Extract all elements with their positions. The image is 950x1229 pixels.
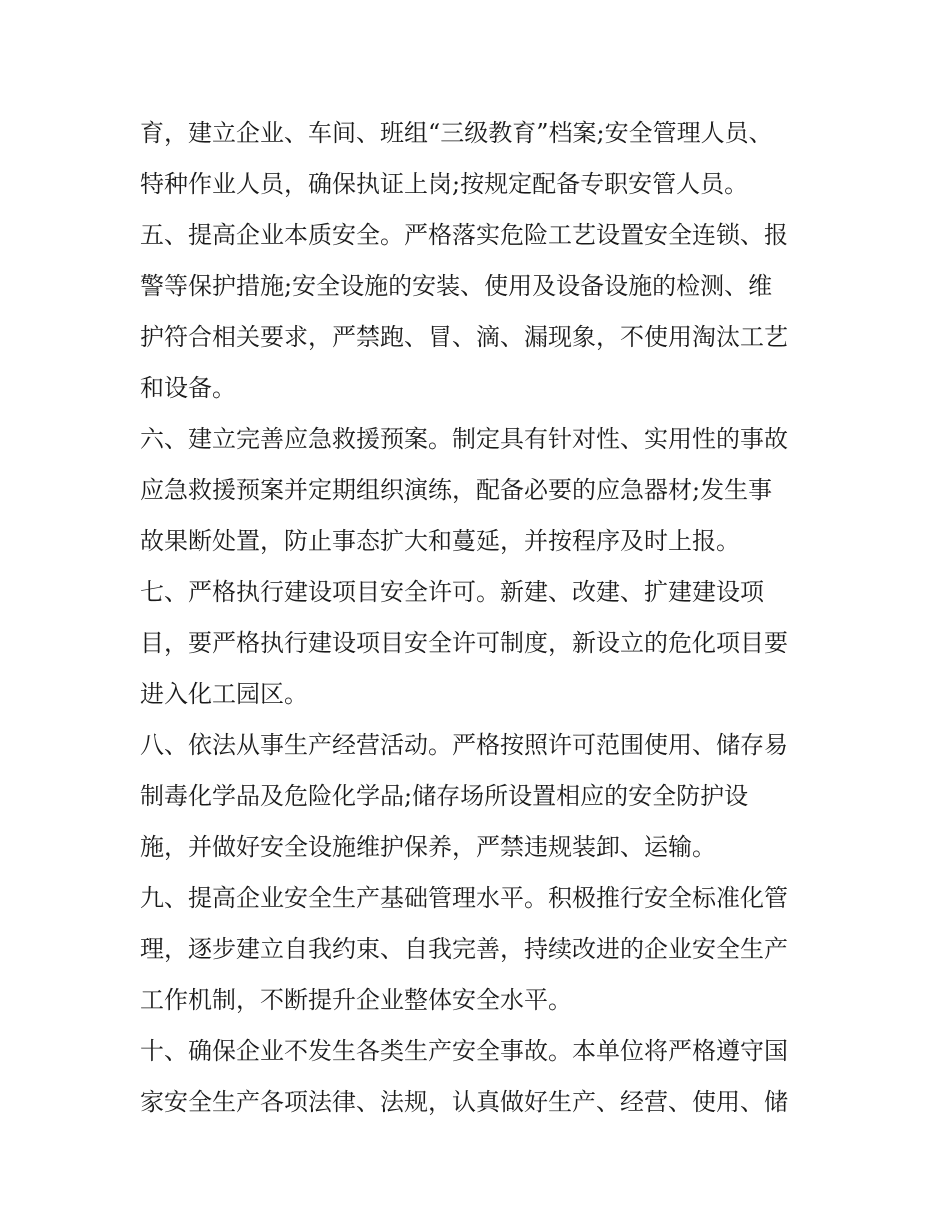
text-line: 育，建立企业、车间、班组“三级教育”档案;安全管理人员、	[140, 119, 773, 147]
text-line: 故果断处置，防止事态扩大和蔓延，并按程序及时上报。	[140, 527, 740, 555]
text-line: 护符合相关要求，严禁跑、冒、滴、漏现象，不使用淘汰工艺	[140, 323, 788, 351]
text-line: 进入化工园区。	[140, 680, 308, 708]
text-line: 工作机制，不断提升企业整体安全水平。	[140, 986, 572, 1014]
text-line: 十、确保企业不发生各类生产安全事故。本单位将严格遵守国	[140, 1037, 788, 1065]
text-line: 六、建立完善应急救援预案。制定具有针对性、实用性的事故	[140, 425, 788, 453]
text-line: 施，并做好安全设施维护保养，严禁违规装卸、运输。	[140, 833, 716, 861]
text-line: 七、严格执行建设项目安全许可。新建、改建、扩建建设项	[140, 578, 764, 606]
text-line: 特种作业人员，确保执证上岗;按规定配备专职安管人员。	[140, 170, 749, 198]
text-line: 八、依法从事生产经营活动。严格按照许可范围使用、储存易	[140, 731, 788, 759]
text-line: 和设备。	[140, 374, 236, 402]
text-line: 九、提高企业安全生产基础管理水平。积极推行安全标准化管	[140, 884, 788, 912]
text-line: 警等保护措施;安全设施的安装、使用及设备设施的检测、维	[140, 272, 773, 300]
text-line: 五、提高企业本质安全。严格落实危险工艺设置安全连锁、报	[140, 221, 788, 249]
text-line: 理，逐步建立自我约束、自我完善，持续改进的企业安全生产	[140, 935, 788, 963]
text-line: 家安全生产各项法律、法规，认真做好生产、经营、使用、储	[140, 1088, 788, 1116]
text-line: 目，要严格执行建设项目安全许可制度，新设立的危化项目要	[140, 629, 788, 657]
text-line: 应急救援预案并定期组织演练，配备必要的应急器材;发生事	[140, 476, 773, 504]
text-line: 制毒化学品及危险化学品;储存场所设置相应的安全防护设	[140, 782, 749, 810]
body-text	[140, 108, 830, 1128]
